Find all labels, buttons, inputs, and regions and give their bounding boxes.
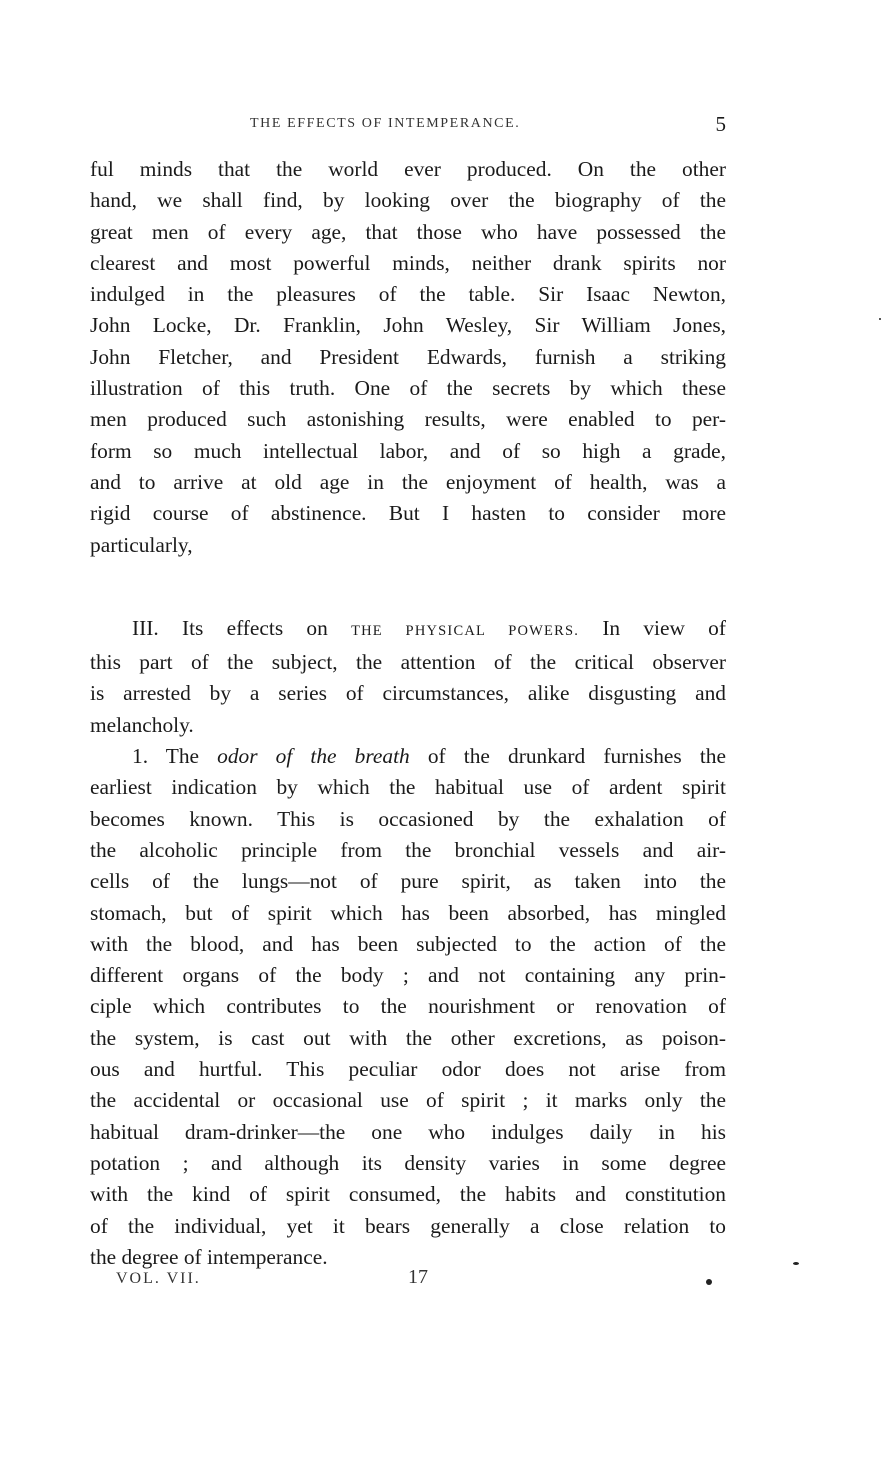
text-line: is arrested by a series of circumstances, alike disgusting and: [90, 681, 726, 706]
ink-speck: [879, 318, 881, 320]
section-heading-smallcaps: THE PHYSICAL POWERS.: [351, 622, 580, 639]
text-line: the system, is cast out with the other excretions, as poison-: [90, 1025, 726, 1050]
text-line: the degree of intemperance.: [90, 1244, 328, 1269]
text-line: potation ; and although its density varies in some degree: [90, 1150, 726, 1175]
text-line: with the kind of spirit consumed, the habits and constitution: [90, 1182, 726, 1207]
text-line: men produced such astonishing results, were enabled to per-: [90, 407, 726, 432]
text-line: illustration of this truth. One of the secrets by which these: [90, 376, 726, 401]
text-line: particularly,: [90, 532, 193, 557]
text-line: form so much intellectual labor, and of so high a grade,: [90, 438, 726, 463]
text-line: and to arrive at old age in the enjoyment of health, was a: [90, 469, 726, 494]
ink-speck: [793, 1262, 799, 1265]
text-line: ous and hurtful. This peculiar odor does not arise from: [90, 1057, 726, 1082]
text-line: ful minds that the world ever produced. On the other: [90, 157, 726, 181]
point-one-italic: odor of the breath: [217, 744, 410, 769]
text-line: the alcoholic principle from the bronchial vessels and air-: [90, 837, 726, 862]
text-line: with the blood, and has been subjected to the action of the: [90, 931, 726, 956]
text-line: earliest indication by which the habitual use of ardent spirit: [90, 775, 726, 800]
body-text: [90, 154, 726, 1273]
section-gap: [90, 561, 726, 613]
text-line: habitual dram-drinker—the one who indulges daily in his: [90, 1119, 726, 1144]
text-line: rigid course of abstinence. But I hasten to consider more: [90, 501, 726, 526]
text-line: great men of every age, that those who have possessed the: [90, 219, 726, 244]
text-line: John Fletcher, and President Edwards, furnish a striking: [90, 344, 726, 369]
text-line: hand, we shall find, by looking over the biography of the: [90, 188, 726, 213]
text-line: of the individual, yet it bears generally a close relation to: [90, 1213, 726, 1238]
section-heading-prefix: III. Its effects on: [132, 615, 352, 640]
running-head: [90, 112, 730, 142]
point-one-prefix: 1. The: [132, 744, 218, 769]
text-line: indulged in the pleasures of the table. Sir Isaac Newton,: [90, 282, 726, 307]
point-one-heading: [90, 741, 726, 772]
text-line: stomach, but of spirit which has been absorbed, has mingled: [90, 900, 726, 925]
ink-speck: [706, 1279, 712, 1285]
page-number: 5: [715, 112, 726, 136]
running-title: THE EFFECTS OF INTEMPERANCE.: [250, 116, 521, 131]
text-line: clearest and most powerful minds, neither drank spirits nor: [90, 250, 726, 275]
volume-mark: VOL. VII.: [116, 1270, 201, 1287]
text-line: becomes known. This is occasioned by the exhalation of: [90, 806, 726, 831]
text-line: this part of the subject, the attention of the critical observer: [90, 650, 726, 675]
text-line: John Locke, Dr. Franklin, John Wesley, Sir William Jones,: [90, 313, 726, 338]
text-line: different organs of the body ; and not containing any prin-: [90, 963, 726, 988]
section-heading-suffix: In view of: [579, 615, 726, 640]
signature-mark: 17: [408, 1266, 428, 1288]
section-heading: [90, 613, 726, 647]
text-line: cells of the lungs—not of pure spirit, as taken into the: [90, 869, 726, 894]
text-line: ciple which contributes to the nourishment or renovation of: [90, 994, 726, 1019]
text-line: the accidental or occasional use of spirit ; it marks only the: [90, 1088, 726, 1113]
point-one-suffix: of the drunkard furnishes the: [409, 744, 726, 769]
text-line: melancholy.: [90, 712, 194, 737]
page-footer: [90, 1266, 726, 1300]
